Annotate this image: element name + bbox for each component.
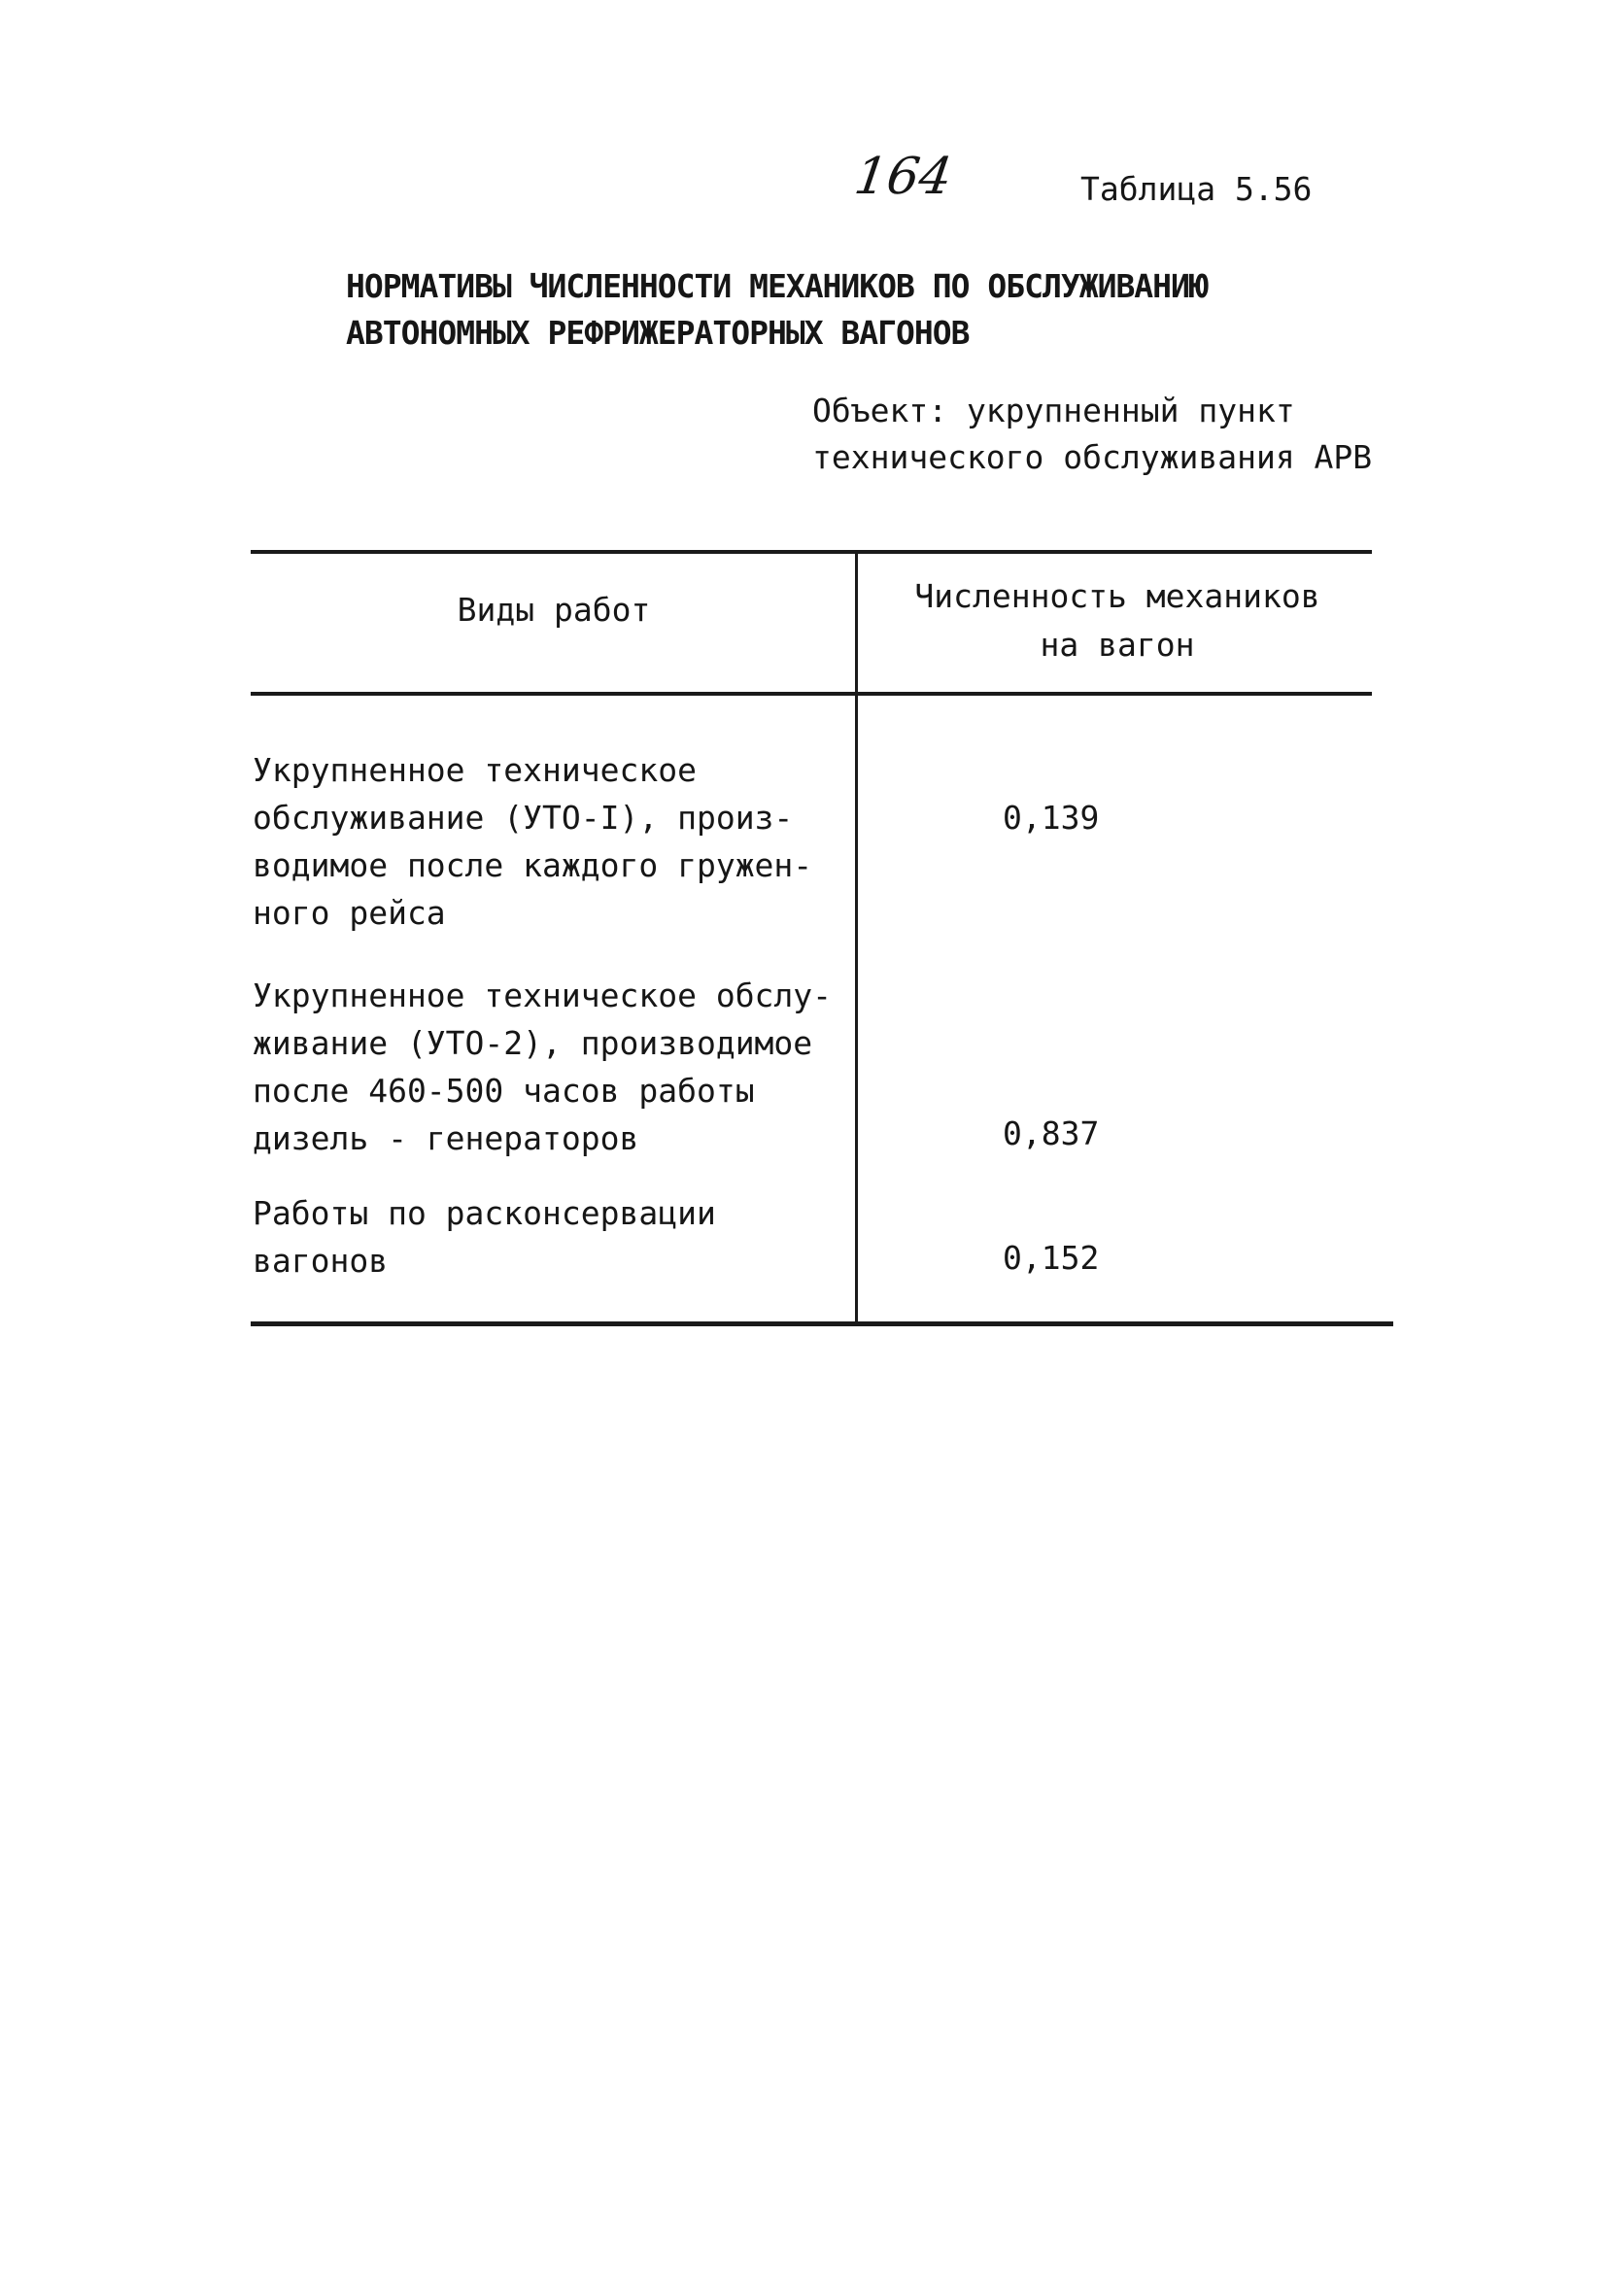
row-2-text-line-4: дизель - генераторов — [253, 1119, 639, 1157]
page-number: 164 — [850, 148, 956, 206]
header-mechanics-count-line-1: Численность механиков — [914, 577, 1320, 615]
row-1-text-line-1: Укрупненное техническое — [253, 751, 697, 789]
table-top-rule — [251, 550, 1372, 554]
row-2-value: 0,837 — [1003, 1114, 1100, 1152]
row-2-text-line-2: живание (УТО-2), производимое — [253, 1024, 813, 1062]
title-line-1: НОРМАТИВЫ ЧИСЛЕННОСТИ МЕХАНИКОВ ПО ОБСЛУЖИВАНИЮ — [346, 267, 1208, 305]
row-2-text-line-3: после 460-500 часов работы — [253, 1072, 755, 1110]
header-mechanics-count-line-2: на вагон — [1040, 626, 1195, 664]
row-3-text-line-1: Работы по расконсервации — [253, 1194, 716, 1232]
row-1-text-line-3: водимое после каждого гружен- — [253, 846, 813, 884]
table-bottom-rule — [251, 1321, 1393, 1326]
object-line-2: технического обслуживания АРВ — [812, 438, 1373, 476]
table-header-rule — [251, 692, 1372, 696]
row-2-text-line-1: Укрупненное техническое обслу- — [253, 977, 833, 1014]
row-1-value: 0,139 — [1003, 799, 1100, 837]
header-types-of-work: Виды работ — [457, 591, 651, 629]
row-3-value: 0,152 — [1003, 1239, 1100, 1277]
title-line-2: АВТОНОМНЫХ РЕФРИЖЕРАТОРНЫХ ВАГОНОВ — [346, 314, 970, 352]
table-label: Таблица 5.56 — [1080, 170, 1313, 208]
table-column-divider — [855, 552, 858, 1323]
row-1-text-line-2: обслуживание (УТО-I), произ- — [253, 799, 794, 837]
row-3-text-line-2: вагонов — [253, 1242, 389, 1280]
row-1-text-line-4: ного рейса — [253, 894, 446, 932]
object-line-1: Объект: укрупненный пункт — [812, 392, 1295, 429]
